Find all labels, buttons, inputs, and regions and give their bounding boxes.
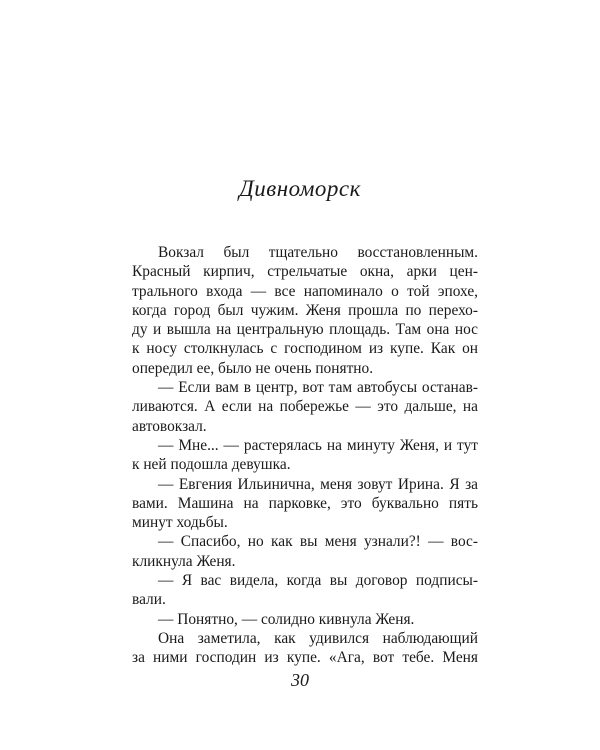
text-line: к ней подошла девушка. xyxy=(132,456,291,474)
text-line: — Я вас видела, когда вы договор подписы- xyxy=(158,572,478,590)
text-line: вами. Машина на парковке, это буквально пять xyxy=(132,494,478,512)
text-line: — Понятно, — солидно кивнула Женя. xyxy=(158,610,415,628)
text-line: — Евгения Ильинична, меня зовут Ирина. Я за xyxy=(158,475,478,493)
text-line: трального входа — все напоминало о той эпохе, xyxy=(132,282,478,300)
text-line: вали. xyxy=(132,591,166,609)
text-line: — Мне... — растерялась на минуту Женя, и тут xyxy=(158,436,478,454)
text-line: Красный кирпич, стрельчатые окна, арки цен- xyxy=(132,263,478,281)
text-line: Вокзал был тщательно восстановленным. xyxy=(158,244,478,261)
body-text xyxy=(132,243,478,668)
text-line: к носу столкнулась с господином из купе. Как он xyxy=(132,340,478,358)
page-number: 30 xyxy=(291,670,309,690)
text-line: автовокзал. xyxy=(132,417,207,435)
chapter-title: Дивноморск xyxy=(239,176,361,201)
text-line: ливаются. А если на побережье — это дальше, на xyxy=(132,398,478,416)
text-line: за ними господин из купе. «Ага, вот тебе. Меня xyxy=(132,649,478,667)
text-line: ду и вышла на центральную площадь. Там она нос xyxy=(132,321,478,339)
text-line: минут ходьбы. xyxy=(132,514,228,532)
text-line: — Если вам в центр, вот там автобусы останав- xyxy=(158,379,478,397)
text-line: опередил ее, было не очень понятно. xyxy=(132,359,374,377)
text-line: когда город был чужим. Женя прошла по перехо- xyxy=(132,301,478,319)
text-line: кликнула Женя. xyxy=(132,552,236,570)
text-line: — Спасибо, но как вы меня узнали?! — вос- xyxy=(158,533,478,551)
text-line: Она заметила, как удивился наблюдающий xyxy=(158,629,478,647)
